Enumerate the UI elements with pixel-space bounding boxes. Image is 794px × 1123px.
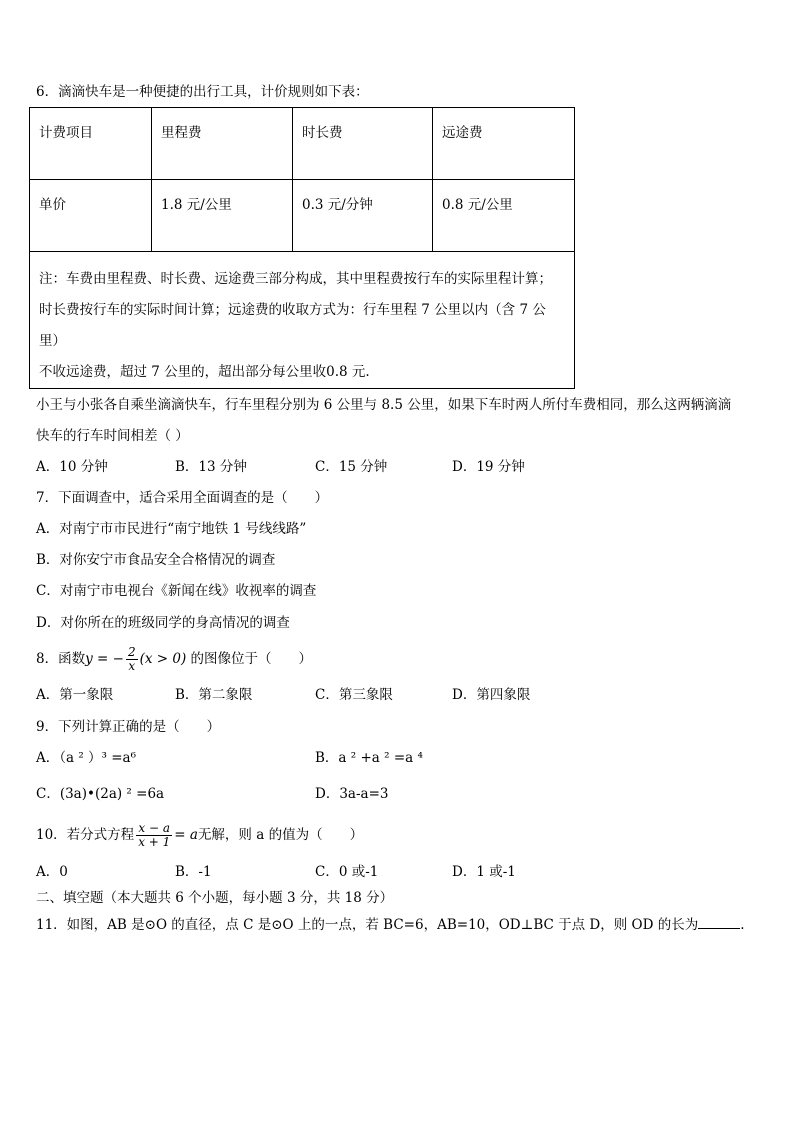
- fee-header-duration: 时长费: [293, 108, 433, 180]
- q10-prefix: 10．若分式方程: [36, 827, 135, 843]
- q9-option-d: D．3a-a=3: [315, 786, 389, 802]
- q10-frac-denominator: x + 1: [138, 835, 171, 849]
- q6-option-b: B．13 分钟: [175, 459, 247, 475]
- fee-note-line-3: 不收远途费，超过 7 公里的，超出部分每公里收0.8 元.: [39, 364, 370, 380]
- q8-option-a: A．第一象限: [36, 687, 114, 703]
- q7-option-c: C．对南宁市电视台《新闻在线》收视率的调查: [36, 583, 317, 599]
- q10-option-d: D．1 或-1: [452, 864, 516, 880]
- fee-note: [30, 252, 575, 389]
- fee-table-note-row: [30, 252, 575, 389]
- fee-table-price-row: [30, 180, 575, 252]
- fee-header-item: 计费项目: [30, 108, 152, 180]
- q8-frac-denominator: x: [128, 659, 136, 673]
- fee-header-longdistance: 远途费: [433, 108, 575, 180]
- q6-option-a: A．10 分钟: [36, 459, 108, 475]
- q6-option-c: C．15 分钟: [315, 459, 388, 475]
- q7-option-b: B．对你安宁市食品安全合格情况的调查: [36, 552, 276, 568]
- q8-option-d: D．第四象限: [452, 687, 531, 703]
- q7-option-d: D．对你所在的班级同学的身高情况的调查: [36, 615, 290, 631]
- fee-table-header-row: [30, 108, 575, 180]
- q6-body-line-2: 快车的行车时间相差（ ）: [36, 428, 189, 444]
- q8-option-b: B．第二象限: [175, 687, 253, 703]
- q10-frac-numerator: x − a: [136, 822, 172, 836]
- fee-note-line-1: 注：车费由里程费、时长费、远途费三部分构成，其中里程费按行车的实际里程计算；: [39, 271, 552, 287]
- q8-suffix: 的图像位于（ ）: [190, 651, 313, 667]
- q8-frac-numerator: 2: [127, 645, 136, 659]
- fee-price-duration: 0.3 元/分钟: [293, 180, 433, 252]
- q10-option-c: C．0 或-1: [315, 864, 379, 880]
- q10-fraction: [136, 822, 172, 849]
- q11-text: 11．如图，AB 是⊙O 的直径，点 C 是⊙O 上的一点，若 BC=6，AB=10，OD⊥BC 于点 D，则 OD 的长为: [36, 917, 699, 933]
- q8-prefix: 8．函数: [36, 651, 86, 667]
- fee-price-longdistance: 0.8 元/公里: [433, 180, 575, 252]
- q8-fraction: [126, 646, 138, 673]
- q6-body-line-1: 小王与小张各自乘坐滴滴快车，行车里程分别为 6 公里与 8.5 公里，如果下车时两人所付车费相同，那么这两辆滴滴: [36, 397, 732, 413]
- fee-price-label: 单价: [30, 180, 152, 252]
- q8-stem: [36, 642, 312, 676]
- q8-condition: (x > 0): [139, 651, 187, 667]
- q8-option-c: C．第三象限: [315, 687, 393, 703]
- q11-answer-blank[interactable]: [698, 916, 740, 929]
- q9-option-a: A．（a ² ）³ =a⁶: [36, 750, 137, 766]
- q8-formula-lhs: y = −: [85, 651, 124, 667]
- fee-note-line-2: 时长费按行车的实际时间计算；远途费的收取方式为：行车里程 7 公里以内（含 7 公里）: [39, 302, 546, 349]
- q6-option-d: D．19 分钟: [452, 459, 525, 475]
- q10-option-a: A．0: [36, 864, 68, 880]
- q10-option-b: B．-1: [175, 864, 212, 880]
- fee-table: [29, 107, 575, 389]
- q9-stem: 9．下列计算正确的是（ ）: [36, 719, 221, 735]
- q6-stem: 6．滴滴快车是一种便捷的出行工具，计价规则如下表：: [36, 84, 369, 100]
- q10-suffix: 无解，则 a 的值为（ ）: [197, 827, 364, 843]
- q10-stem: [36, 817, 363, 853]
- q9-option-b: B．a ² +a ² =a ⁴: [315, 750, 423, 766]
- q10-equals: = a: [174, 827, 198, 843]
- q11-stem: [36, 916, 745, 934]
- fee-price-mileage: 1.8 元/公里: [152, 180, 293, 252]
- q7-stem: 7．下面调查中，适合采用全面调查的是（ ）: [36, 490, 329, 506]
- section-fill-in-heading: 二、填空题（本大题共 6 个小题，每小题 3 分，共 18 分）: [36, 890, 394, 906]
- q9-option-c: C．(3a)•(2a) ² =6a: [36, 786, 165, 802]
- q7-option-a: A．对南宁市市民进行“南宁地铁 1 号线线路”: [36, 521, 307, 537]
- fee-header-mileage: 里程费: [152, 108, 293, 180]
- q11-end: .: [740, 917, 745, 933]
